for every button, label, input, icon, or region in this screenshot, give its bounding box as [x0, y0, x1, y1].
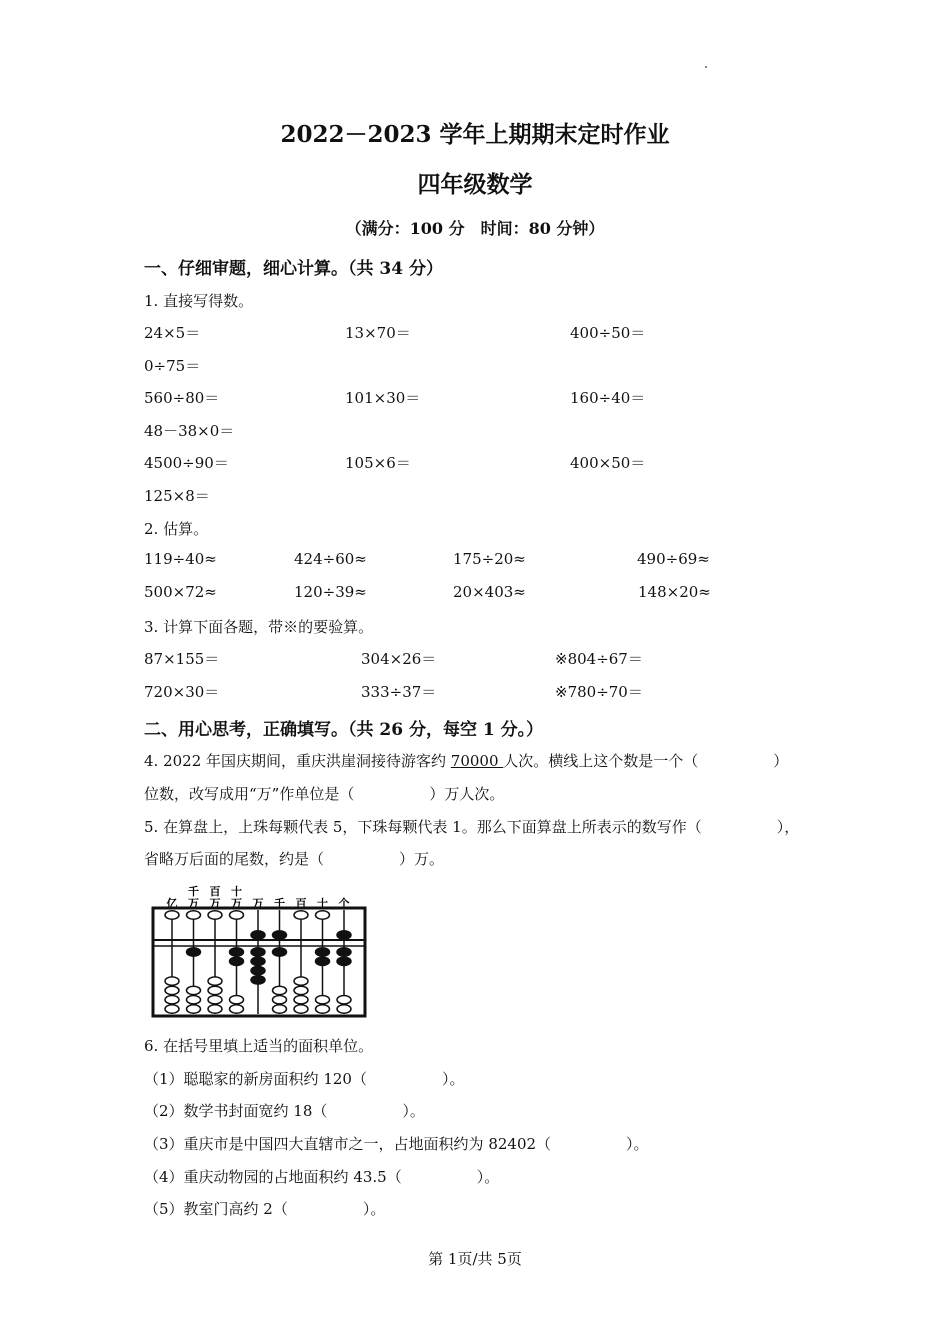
abacus-lower-bead [165, 1005, 179, 1013]
q2-item: 424÷60≈ [294, 550, 367, 568]
abacus-rods [165, 910, 351, 1014]
abacus-lower-bead [187, 948, 201, 956]
abacus-lower-bead [251, 948, 265, 956]
q1-item: 125×8＝ [144, 487, 210, 505]
q6-item: （2）数学书封面宽约 18（ ）。 [144, 1102, 425, 1120]
q1-item: 105×6＝ [345, 454, 411, 472]
q2-item: 175÷20≈ [453, 550, 526, 568]
abacus-rod-label: 万 [231, 897, 242, 910]
q1-item: 48－38×0＝ [144, 422, 235, 440]
q1-item: 400÷50＝ [570, 324, 646, 342]
q2-item: 20×403≈ [453, 583, 526, 601]
abacus-lower-bead [230, 948, 244, 956]
q1-item: 24×5＝ [144, 324, 201, 342]
speck-mark [705, 66, 707, 68]
q5-line2: 省略万后面的尾数，约是（ ）万。 [144, 850, 445, 868]
abacus-lower-bead [230, 1005, 244, 1013]
q4-line1 [144, 750, 788, 771]
abacus-lower-bead [230, 957, 244, 965]
abacus-upper-bead [273, 931, 287, 939]
abacus-figure [145, 880, 375, 1020]
abacus-rod-label: 万 [209, 897, 221, 910]
abacus-upper-bead [337, 931, 351, 939]
abacus-lower-bead [337, 1005, 351, 1013]
q4-line2: 位数，改写成用“万”作单位是（ ）万人次。 [144, 785, 505, 803]
abacus-lower-bead [273, 948, 287, 956]
q1-item: 13×70＝ [345, 324, 411, 342]
abacus-upper-bead [208, 911, 222, 919]
abacus-lower-bead [316, 957, 330, 965]
q6-item: （4）重庆动物园的占地面积约 43.5（ ）。 [144, 1168, 500, 1186]
section1-heading: 一、仔细审题，细心计算。（共 34 分） [144, 259, 443, 279]
exam-meta: （满分：100 分 时间：80 分钟） [345, 219, 605, 238]
abacus-rod-label: 万 [252, 897, 264, 910]
q1-item: 4500÷90＝ [144, 454, 229, 472]
abacus-rod-label: 百 [295, 897, 307, 910]
q3-label: 3. 计算下面各题，带※的要验算。 [144, 618, 374, 636]
abacus-lower-bead [337, 948, 351, 956]
abacus-lower-bead [251, 966, 265, 974]
abacus-upper-bead [230, 911, 244, 919]
page-footer: 第 1页/共 5页 [428, 1250, 522, 1268]
abacus-lower-bead [273, 986, 287, 994]
q3-item: 87×155＝ [144, 650, 220, 668]
abacus-lower-bead [316, 1005, 330, 1013]
abacus-lower-bead [165, 996, 179, 1004]
abacus-lower-bead [187, 1005, 201, 1013]
abacus-lower-bead [251, 976, 265, 984]
q2-item: 120÷39≈ [294, 583, 367, 601]
q1-item: 160÷40＝ [570, 389, 646, 407]
abacus-lower-bead [337, 996, 351, 1004]
abacus-lower-bead [273, 996, 287, 1004]
abacus-lower-bead [208, 977, 222, 985]
abacus-lower-bead [251, 957, 265, 965]
q2-item: 490÷69≈ [637, 550, 710, 568]
abacus-lower-bead [165, 977, 179, 985]
abacus-lower-bead [208, 986, 222, 994]
section2-heading: 二、用心思考，正确填写。（共 26 分，每空 1 分。） [144, 720, 544, 740]
abacus-lower-bead [294, 1005, 308, 1013]
q5-line1: 5. 在算盘上，上珠每颗代表 5，下珠每颗代表 1。那么下面算盘上所表示的数写作（ ）， [144, 818, 800, 836]
exam-subtitle: 四年级数学 [417, 171, 533, 198]
abacus-labels [167, 884, 350, 910]
abacus-rod-label: 百 [209, 885, 221, 898]
abacus-upper-bead [165, 911, 179, 919]
abacus-lower-bead [208, 1005, 222, 1013]
q1-item: 101×30＝ [345, 389, 421, 407]
q6-item: （3）重庆市是中国四大直辖市之一，占地面积约为 82402（ ）。 [144, 1135, 649, 1153]
q3-item: ※780÷70＝ [555, 683, 643, 701]
q2-item: 119÷40≈ [144, 550, 217, 568]
q1-item: 560÷80＝ [144, 389, 220, 407]
abacus-upper-bead [294, 911, 308, 919]
abacus-lower-bead [187, 996, 201, 1004]
abacus-upper-bead [187, 911, 201, 919]
exam-title: 2022－2023 学年上期期末定时作业 [280, 121, 670, 148]
abacus-rod-label: 十 [231, 885, 242, 898]
q4-text: 人次。横线上这个数是一个（ ） [503, 752, 789, 770]
abacus-rod-label: 十 [317, 897, 328, 910]
q1-item: 0÷75＝ [144, 357, 201, 375]
q4-number: 70000 [450, 752, 504, 770]
abacus-rod-label: 亿 [166, 897, 178, 910]
q4-text: 4. 2022 年国庆期间，重庆洪崖洞接待游客约 [144, 752, 451, 770]
abacus-rod-label: 千 [188, 885, 199, 898]
abacus-upper-bead [316, 911, 330, 919]
abacus-rod-label: 个 [338, 897, 350, 910]
abacus-lower-bead [316, 948, 330, 956]
abacus-lower-bead [273, 1005, 287, 1013]
abacus-lower-bead [165, 986, 179, 994]
q6-item: （1）聪聪家的新房面积约 120（ ）。 [144, 1070, 465, 1088]
abacus-lower-bead [230, 996, 244, 1004]
abacus-rod-label: 万 [188, 897, 199, 910]
abacus-lower-bead [294, 977, 308, 985]
q3-item: ※804÷67＝ [555, 650, 643, 668]
q6-item: （5）教室门高约 2（ ）。 [144, 1200, 386, 1218]
q3-item: 720×30＝ [144, 683, 220, 701]
q2-label: 2. 估算。 [144, 520, 209, 538]
abacus-lower-bead [208, 996, 222, 1004]
abacus-rod-label: 千 [274, 897, 285, 910]
q3-item: 333÷37＝ [361, 683, 437, 701]
q1-label: 1. 直接写得数。 [144, 292, 254, 310]
abacus-lower-bead [294, 986, 308, 994]
q6-label: 6. 在括号里填上适当的面积单位。 [144, 1037, 374, 1055]
q2-item: 148×20≈ [638, 583, 711, 601]
q3-item: 304×26＝ [361, 650, 437, 668]
q2-item: 500×72≈ [144, 583, 217, 601]
abacus-lower-bead [294, 996, 308, 1004]
abacus-lower-bead [337, 957, 351, 965]
q1-item: 400×50＝ [570, 454, 646, 472]
abacus-lower-bead [187, 986, 201, 994]
abacus-lower-bead [316, 996, 330, 1004]
abacus-upper-bead [251, 931, 265, 939]
